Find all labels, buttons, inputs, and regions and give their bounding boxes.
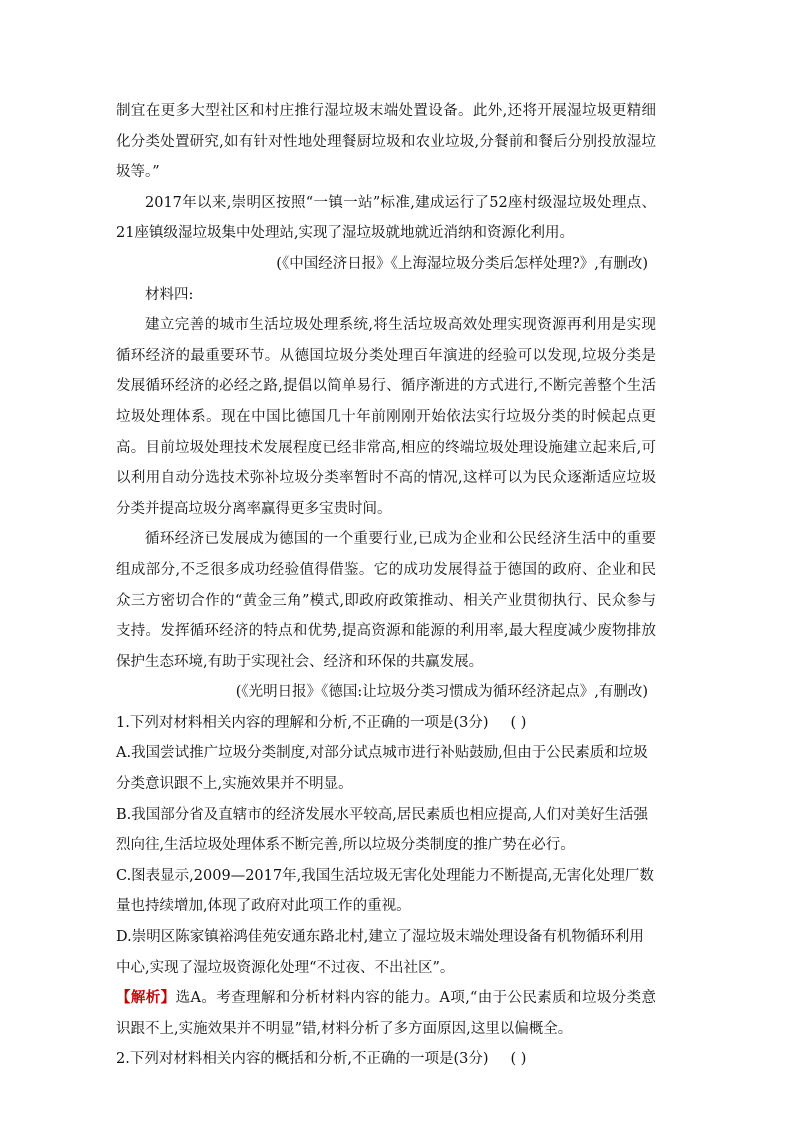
question1-stem <box>116 708 656 739</box>
material4-label: 材料四: <box>145 286 194 303</box>
question2-stem-text: 2.下列对材料相关内容的概括和分析,不正确的一项是(3分) <box>116 1051 489 1068</box>
question1-stem-text: 1.下列对材料相关内容的理解和分析,不正确的一项是(3分) <box>116 714 489 731</box>
analysis-text: 选A。考查理解和分析材料内容的能力。A项,“由于公民素质和垃圾分类意识跟不上,实施效果并不明显”错,材料分析了多方面原因,这里以偏概全。 <box>116 990 656 1037</box>
document-body <box>116 96 656 1075</box>
question2-stem <box>116 1044 656 1075</box>
question1-option-c: C.图表显示,2009—2017年,我国生活垃圾无害化处理能力不断提高,无害化处理厂数量也持续增加,体现了政府对此项工作的重视。 <box>116 867 654 915</box>
material3-paragraph-chongming: 2017年以来,崇明区按照“一镇一站”标准,建成运行了52座村级湿垃圾处理点、21座镇级湿垃圾集中处理站,实现了湿垃圾就地就近消纳和资源化利用。 <box>116 194 656 242</box>
question1-option-b: B.我国部分省及直辖市的经济发展水平较高,居民素质也相应提高,人们对美好生活强烈向往,生活垃圾处理体系不断完善,所以垃圾分类制度的推广势在必行。 <box>116 806 648 854</box>
material4-paragraph-2: 循环经济已发展成为德国的一个重要行业,已成为企业和公民经济生活中的重要组成部分,不乏很多成功经验值得借鉴。它的成功发展得益于德国的政府、企业和民众三方密切合作的“黄金三角”模式,即政府政策推动、相关产业贯彻执行、民众参与支持。发挥循环经济的特点和优势,提高资源和能源的利用率,最大程度减少废物排放保护生态环境,有助于实现社会、经济和环保的共赢发展。 <box>116 531 656 670</box>
material3-source: (《中国经济日报》《上海湿垃圾分类后怎样处理?》,有删改) <box>276 255 648 272</box>
material4-paragraph-1: 建立完善的城市生活垃圾处理系统,将生活垃圾高效处理实现资源再利用是实现循环经济的最重要环节。从德国垃圾分类处理百年演进的经验可以发现,垃圾分类是发展循环经济的必经之路,提倡以简单易行、循序渐进的方式进行,不断完善整个生活垃圾处理体系。现在中国比德国几十年前刚刚开始依法实行垃圾分类的时候起点更高。目前垃圾处理技术发展程度已经非常高,相应的终端垃圾处理设施建立起来后,可以利用自动分选技术弥补垃圾分类率暂时不高的情况,这样可以为民众逐渐适应垃圾分类并提高垃圾分离率赢得更多宝贵时间。 <box>116 317 656 517</box>
question2-answer-blank: ( ) <box>510 1051 527 1068</box>
question1-option-a: A.我国尝试推广垃圾分类制度,对部分试点城市进行补贴鼓励,但由于公民素质和垃圾分类意识跟不上,实施效果并不明显。 <box>116 745 648 793</box>
question1-answer-blank: ( ) <box>510 714 527 731</box>
question1-option-d: D.崇明区陈家镇裕鸿佳苑安通东路北村,建立了湿垃圾末端处理设备有机物循环利用中心,实现了湿垃圾资源化处理“不过夜、不出社区”。 <box>116 929 644 976</box>
question1-analysis <box>116 983 656 1044</box>
material4-source: (《光明日报》《德国:让垃圾分类习惯成为循环经济起点》,有删改) <box>235 684 648 701</box>
analysis-tag: 【解析】 <box>116 989 176 1007</box>
material3-paragraph-tail: 制宜在更多大型社区和村庄推行湿垃圾末端处置设备。此外,还将开展湿垃圾更精细化分类处置研究,如有针对性地处理餐厨垃圾和农业垃圾,分餐前和餐后分别投放湿垃圾等。” <box>116 103 656 181</box>
